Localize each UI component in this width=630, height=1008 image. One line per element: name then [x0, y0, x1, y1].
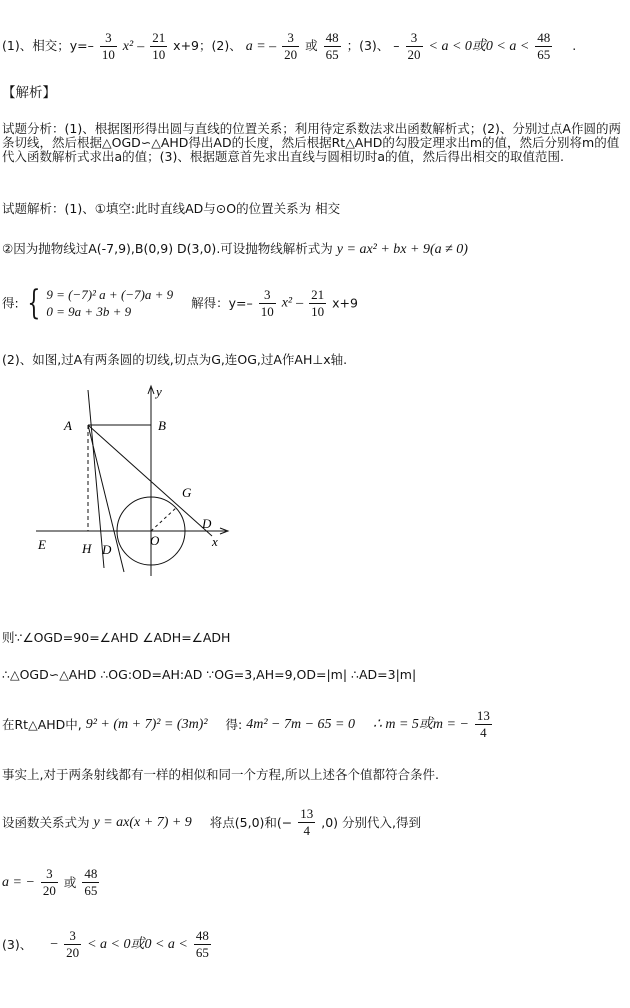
part3-label: (3)、	[2, 937, 33, 952]
label-o: O	[150, 533, 160, 548]
geometry-figure	[30, 380, 270, 580]
segment-og-dashed	[151, 507, 177, 531]
answer-part1-label: (1)、相交；y=–	[2, 38, 94, 53]
similarity-condition-line: 则∵∠OGD=90=∠AHD ∠ADH=∠ADH	[2, 630, 231, 645]
system-equation-2: 0 = 9a + 3b + 9	[46, 304, 132, 319]
system-equation-1: 9 = (−7)² a + (−7)a + 9	[46, 287, 174, 302]
pythagoras-equation: 9² + (m + 7)² = (3m)²	[85, 717, 208, 732]
math-term: x²	[281, 295, 293, 311]
fraction: $\frac{48}{65}$	[84, 866, 98, 898]
answer-part3-label: ；(3)、 –	[346, 38, 400, 53]
solve-label: 解得：y=–	[191, 295, 253, 311]
pythagoras-line	[2, 708, 494, 741]
label-e: E	[38, 537, 46, 552]
solution-line-2-text: ②因为抛物线过A(-7,9),B(0,9) D(3,0).可设抛物线解析式为	[2, 241, 333, 256]
math-op: –	[296, 295, 304, 311]
fraction: $\frac{21}{10}$	[152, 30, 166, 62]
equation-system	[46, 286, 173, 320]
label-g: G	[182, 485, 192, 500]
fraction: $\frac{3}{20}$	[407, 30, 421, 62]
label-y: y	[156, 384, 162, 399]
fraction: $\frac{13}{4}$	[300, 806, 314, 838]
label-d-left: D	[102, 542, 112, 557]
function-prefix: 设函数关系式为	[2, 815, 90, 830]
fraction: $\frac{3}{10}$	[260, 286, 274, 319]
m-solutions: ∴ m = 5或m = −	[372, 717, 469, 732]
label-b: B	[158, 418, 166, 433]
fact-line: 事实上,对于两条射线都有一样的相似和同一个方程,所以上述各个值都符合条件.	[2, 767, 439, 782]
fraction: $\frac{48}{65}$	[325, 30, 339, 62]
fraction: $\frac{48}{65}$	[537, 30, 551, 62]
range-inequality: < a < 0或0 < a <	[87, 937, 188, 952]
or-word: 或	[305, 38, 318, 53]
equation-system-line	[2, 283, 358, 323]
fraction: $\frac{13}{4}$	[476, 708, 490, 740]
or-word: 或	[63, 875, 77, 890]
solution-line-1: 试题解析：(1)、①填空:此时直线AD与⊙O的位置关系为 相交	[2, 201, 341, 216]
math-term: x+9	[332, 295, 358, 311]
label-x: x	[212, 534, 218, 549]
rt-prefix: 在Rt△AHD中,	[2, 717, 82, 732]
answer-line	[2, 30, 576, 63]
brace-symbol: {	[27, 283, 41, 323]
tangent-line-right	[88, 425, 212, 536]
a-values-line	[2, 866, 101, 899]
fraction: $\frac{3}{10}$	[101, 30, 115, 62]
parabola-formula: y = ax² + bx + 9(a ≠ 0)	[336, 242, 468, 257]
a-equals: a = −	[2, 875, 35, 890]
range-line	[2, 928, 213, 961]
math-term: a = –	[245, 39, 277, 54]
function-line	[2, 806, 421, 839]
fraction: $\frac{3}{20}$	[66, 928, 80, 960]
system-prefix: 得:	[2, 295, 19, 311]
substitute-tail: ,0) 分别代入,得到	[321, 815, 421, 830]
function-formula: y = ax(x + 7) + 9	[93, 815, 192, 830]
quadratic-equation: 4m² − 7m − 65 = 0	[246, 717, 355, 732]
label-h: H	[82, 541, 92, 556]
math-op: –	[137, 39, 145, 54]
section-heading: 【解析】	[2, 85, 56, 101]
math-term: x²	[122, 39, 134, 54]
period: .	[572, 38, 577, 53]
part2-intro: (2)、如图,过A有两条圆的切线,切点为G,连OG,过A作AH⊥x轴.	[2, 352, 348, 367]
label-a: A	[64, 418, 72, 433]
answer-part2-label: x+9；(2)、	[173, 38, 242, 53]
fraction: $\frac{48}{65}$	[195, 928, 209, 960]
label-d-right: D	[202, 516, 212, 531]
fraction: $\frac{3}{20}$	[42, 866, 56, 898]
get-word: 得:	[225, 717, 243, 732]
math-term: < a < 0或0 < a <	[428, 39, 530, 54]
math-op: −	[50, 937, 59, 952]
solution-line-2	[2, 241, 468, 257]
similarity-result-line: ∴△OGD∽△AHD ∴OG:OD=AH:AD ∵OG=3,AH=9,OD=|m| ∴AD=3|m|	[2, 667, 417, 682]
fraction: $\frac{3}{20}$	[284, 30, 298, 62]
analysis-paragraph: 试题分析：(1)、根据图形得出圆与直线的位置关系；利用待定系数法求出函数解析式；(2)、分别过点A作圆的两条切线，然后根据△OGD∽△AHD得出AD的长度，然后根据Rt△AHD的勾股定理求出m的值，然后分别将m的值代入函数解析式求出a的值；(3)、根据题意首先求出直线与圆相切时a的值，然后得出相交的取值范围.	[2, 121, 621, 164]
fraction: $\frac{21}{10}$	[311, 286, 325, 319]
substitute-text: 将点(5,0)和(−	[209, 815, 293, 830]
